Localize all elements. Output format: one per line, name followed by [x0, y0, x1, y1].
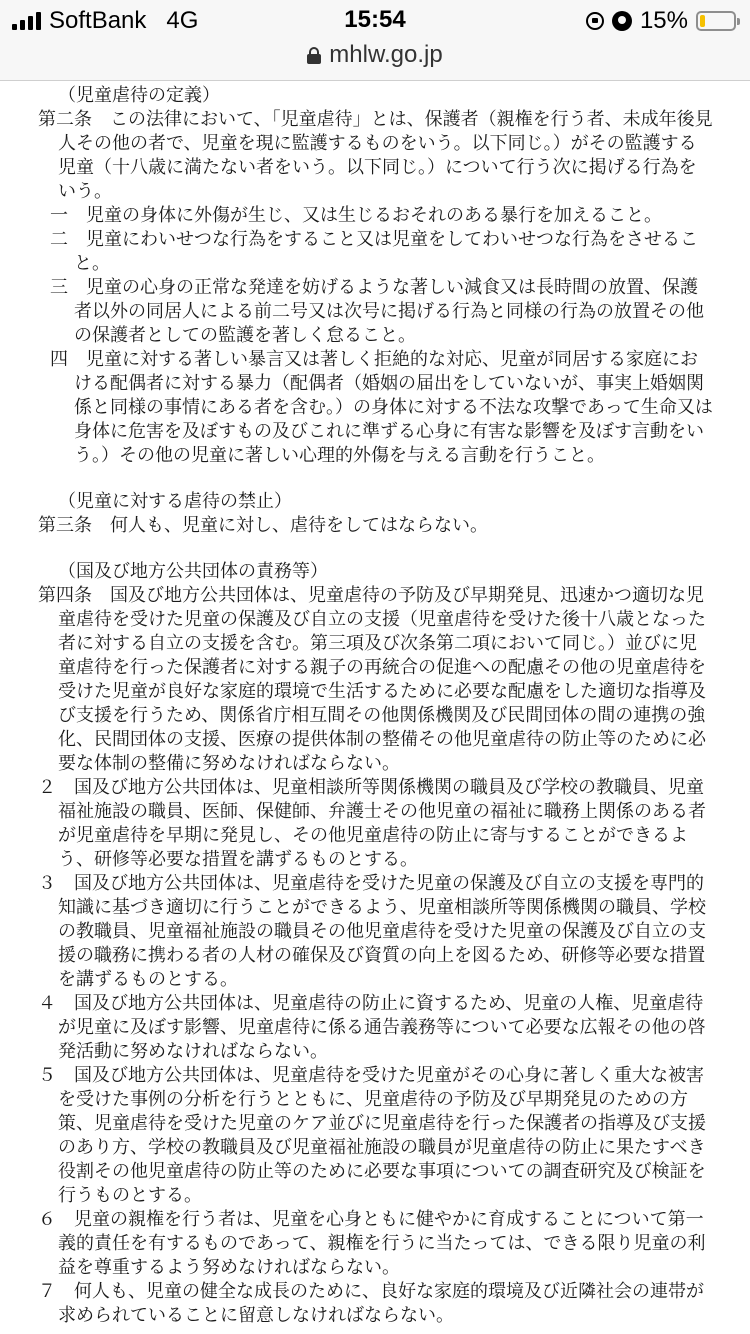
carrier-name: SoftBank [49, 7, 147, 34]
article-2-body: 第二条 この法律において、「児童虐待」とは、保護者（親権を行う者、未成年後見人その他の者で、児童を現に監護するものをいう。以下同じ。）がその監護する児童（十八歳に満たない者をいう。以下同じ。）について行う次に掲げる行為をいう。 [38, 109, 713, 202]
battery-icon [696, 11, 736, 31]
law-text [38, 84, 714, 1328]
article-3-body: 第三条 何人も、児童に対し、虐待をしてはならない。 [38, 515, 488, 536]
article-3-heading: （児童に対する虐待の禁止） [58, 491, 292, 512]
article-4-paragraph-6: ６ 児童の親権を行う者は、児童を心身ともに健やかに育成することについて第一義的責任を有するものであって、親権を行うに当たっては、できる限り児童の利益を尊重するよう努めなければならない。 [38, 1209, 706, 1278]
article-2-item-2: 二 児童にわいせつな行為をすること又は児童をしてわいせつな行為をさせること。 [50, 229, 698, 274]
url-text[interactable]: mhlw.go.jp [329, 41, 443, 68]
article-4-paragraph-4: ４ 国及び地方公共団体は、児童虐待の防止に資するため、児童の人権、児童虐待が児童に及ぼす影響、児童虐待に係る通告義務等について必要な広報その他の啓発活動に努めなければならない。 [38, 993, 706, 1062]
status-bar [0, 0, 750, 81]
status-bar-right [586, 8, 736, 34]
article-2-item-3: 三 児童の心身の正常な発達を妨げるような著しい減食又は長時間の放置、保護者以外の同居人による前二号又は次号に掲げる行為と同様の行為の放置その他の保護者としての監護を著しく怠ること。 [50, 277, 704, 346]
article-2-heading: （児童虐待の定義） [58, 85, 220, 106]
article-4-heading: （国及び地方公共団体の責務等） [58, 561, 328, 582]
article-2-item-4: 四 児童に対する著しい暴言又は著しく拒絶的な対応、児童が同居する家庭における配偶者に対する暴力（配偶者（婚姻の届出をしていないが、事実上婚姻関係と同様の事情にある者を含む。）の身体に対する不法な攻撃であって生命又は身体に危害を及ぼすもの及びこれに準ずる心身に有害な影響を及ぼす言動をいう。）その他の児童に著しい心理的外傷を与える言動を行うこと。 [50, 349, 713, 466]
article-4-paragraph-2: ２ 国及び地方公共団体は、児童相談所等関係機関の職員及び学校の教職員、児童福祉施設の職員、医師、保健師、弁護士その他児童の福祉に職務上関係のある者が児童虐待を早期に発見し、その他児童虐待の防止に寄与することができるよう、研修等必要な措置を講ずるものとする。 [38, 777, 706, 870]
battery-percent: 15% [639, 7, 688, 34]
article-4-paragraph-3: ３ 国及び地方公共団体は、児童虐待を受けた児童の保護及び自立の支援を専門的知識に基づき適切に行うことができるよう、児童相談所等関係機関の職員、学校の教職員、児童福祉施設の職員その他児童虐待を受けた児童の保護及び自立の支援の職務に携わる者の人材の確保及び資質の向上を図るため、研修等必要な措置を講ずるものとする。 [38, 873, 706, 990]
article-2-item-1: 一 児童の身体に外傷が生じ、又は生じるおそれのある暴行を加えること。 [50, 205, 662, 226]
clock: 15:54 [344, 6, 406, 33]
article-4-paragraph-5: ５ 国及び地方公共団体は、児童虐待を受けた児童がその心身に著しく重大な被害を受けた事例の分析を行うとともに、児童虐待の予防及び早期発見のための方策、児童虐待を受けた児童のケア並びに児童虐待を行った保護者の指導及び支援のあり方、学校の教職員及び児童福祉施設の職員が児童虐待の防止に果たすべき役割その他児童虐待の防止等のために必要な事項についての調査研究及び検証を行うものとする。 [38, 1065, 706, 1206]
alarm-icon [612, 11, 632, 31]
network-type: 4G [166, 7, 199, 34]
address-bar[interactable] [0, 38, 750, 72]
lock-icon [307, 47, 321, 63]
rotation-lock-icon [586, 12, 604, 30]
battery-cap [737, 18, 740, 25]
battery-level [700, 15, 705, 27]
article-4-paragraph-7: ７ 何人も、児童の健全な成長のために、良好な家庭的環境及び近隣社会の連帯が求められていることに留意しなければならない。 [38, 1281, 704, 1326]
article-4-body: 第四条 国及び地方公共団体は、児童虐待の予防及び早期発見、迅速かつ適切な児童虐待を受けた児童の保護及び自立の支援（児童虐待を受けた後十八歳となった者に対する自立の支援を含む。第三項及び次条第二項において同じ。）並びに児童虐待を行った保護者に対する親子の再統合の促進への配慮その他の児童虐待を受けた児童が良好な家庭的環境で生活するために必要な配慮をした適切な指導及び支援を行うため、関係省庁相互間その他関係機関及び民間団体の間の連携の強化、民間団体の支援、医療の提供体制の整備その他児童虐待の防止等のために必要な体制の整備に努めなければならない。 [38, 585, 706, 774]
